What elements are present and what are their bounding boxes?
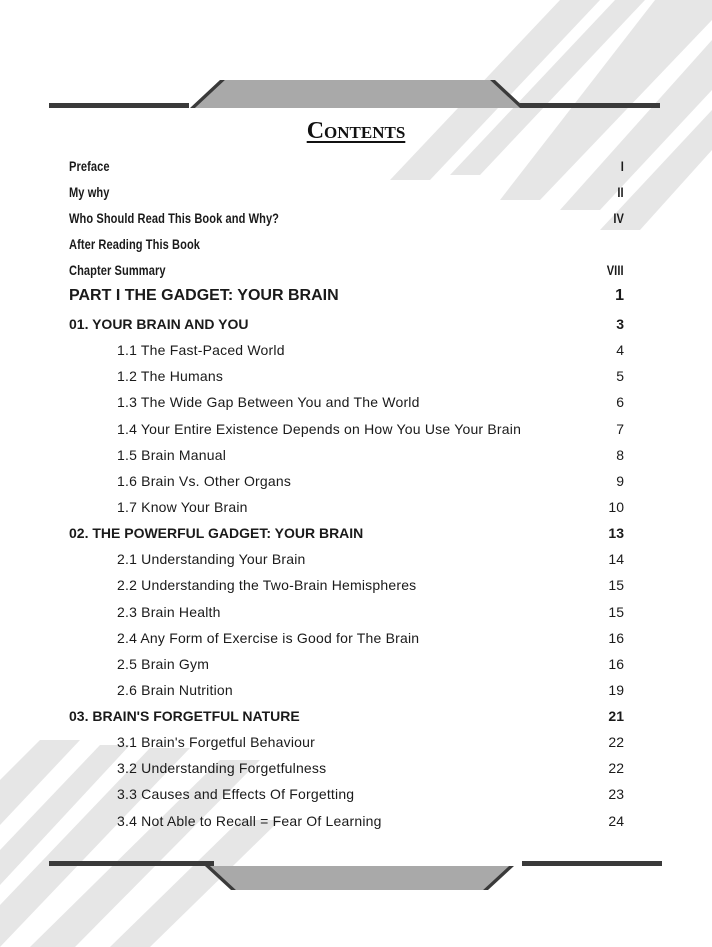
toc-page-number: 1 (615, 287, 624, 304)
toc-page-number: 9 (616, 473, 624, 489)
toc-entry-title: 03. BRAIN'S FORGETFUL NATURE (69, 708, 300, 724)
toc-entry-title: Chapter Summary (69, 263, 166, 278)
toc-page-number: 15 (608, 577, 624, 593)
toc-section-entry[interactable] (0, 757, 712, 779)
toc-part-heading[interactable] (0, 285, 712, 307)
toc-entry-title: 2.5 Brain Gym (117, 656, 210, 672)
toc-entry-title: PART I THE GADGET: YOUR BRAIN (69, 287, 339, 304)
toc-chapter-entry[interactable] (0, 705, 712, 727)
toc-entry-title: 3.4 Not Able to Recall = Fear Of Learning (117, 813, 382, 829)
toc-section-entry[interactable] (0, 627, 712, 649)
toc-page-number: 15 (608, 604, 624, 620)
toc-section-entry[interactable] (0, 810, 712, 832)
toc-section-entry[interactable] (0, 391, 712, 413)
toc-page-number: 23 (608, 786, 624, 802)
toc-entry-title: 3.1 Brain's Forgetful Behaviour (117, 734, 315, 750)
toc-page-number: 22 (608, 734, 624, 750)
toc-entry-title: 2.3 Brain Health (117, 604, 221, 620)
toc-page-number: 19 (608, 682, 624, 698)
toc-entry-title: 01. YOUR BRAIN AND YOU (69, 316, 249, 332)
toc-page-number: 13 (608, 525, 624, 541)
toc-front-matter-entry[interactable] (0, 260, 712, 282)
toc-section-entry[interactable] (0, 783, 712, 805)
toc-entry-title: 2.1 Understanding Your Brain (117, 551, 306, 567)
toc-section-entry[interactable] (0, 548, 712, 570)
toc-entry-title: 1.5 Brain Manual (117, 447, 227, 463)
toc-chapter-entry[interactable] (0, 522, 712, 544)
toc-section-entry[interactable] (0, 365, 712, 387)
toc-entry-title: 1.3 The Wide Gap Between You and The World (117, 394, 420, 410)
toc-section-entry[interactable] (0, 679, 712, 701)
toc-page-number: I (620, 159, 624, 174)
toc-section-entry[interactable] (0, 470, 712, 492)
toc-page-number: 16 (608, 630, 624, 646)
toc-section-entry[interactable] (0, 339, 712, 361)
toc-entry-title: 1.2 The Humans (117, 368, 224, 384)
toc-page-number: II (617, 185, 624, 200)
toc-chapter-entry[interactable] (0, 313, 712, 335)
toc-entry-title: 1.1 The Fast-Paced World (117, 342, 285, 358)
toc-entry-title: Who Should Read This Book and Why? (69, 211, 280, 226)
toc-page-number: 8 (616, 447, 624, 463)
toc-page-number: 6 (616, 394, 624, 410)
toc-entry-title: Preface (69, 159, 110, 174)
toc-section-entry[interactable] (0, 731, 712, 753)
toc-page-number: VIII (607, 263, 624, 278)
toc-section-entry[interactable] (0, 653, 712, 675)
toc-page-number: 5 (616, 368, 624, 384)
toc-page-number: 4 (616, 342, 624, 358)
toc-page-number: 3 (616, 316, 624, 332)
toc-entry-title: 2.2 Understanding the Two-Brain Hemispheres (117, 577, 417, 593)
toc-front-matter-entry[interactable] (0, 208, 712, 230)
toc-entry-title: After Reading This Book (69, 237, 201, 252)
toc-entry-title: 1.4 Your Entire Existence Depends on How You Use Your Brain (117, 421, 522, 437)
toc-entry-title: 3.2 Understanding Forgetfulness (117, 760, 327, 776)
toc-page-number: 16 (608, 656, 624, 672)
toc-entry-title: 1.7 Know Your Brain (117, 499, 248, 515)
toc-page-number: 22 (608, 760, 624, 776)
toc-section-entry[interactable] (0, 574, 712, 596)
toc-section-entry[interactable] (0, 444, 712, 466)
toc-entry-title: 3.3 Causes and Effects Of Forgetting (117, 786, 355, 802)
toc-entry-title: My why (69, 185, 110, 200)
page-title: Contents (306, 118, 406, 144)
toc-page-number: IV (613, 211, 624, 226)
toc-entry-title: 1.6 Brain Vs. Other Organs (117, 473, 292, 489)
toc-page-number: 14 (608, 551, 624, 567)
toc-section-entry[interactable] (0, 601, 712, 623)
toc-front-matter-entry[interactable] (0, 234, 712, 256)
toc-page-number: 21 (608, 708, 624, 724)
toc-section-entry[interactable] (0, 496, 712, 518)
toc-page-number: 24 (608, 813, 624, 829)
toc-page-number: 10 (608, 499, 624, 515)
toc-front-matter-entry[interactable] (0, 156, 712, 178)
toc-entry-title: 02. THE POWERFUL GADGET: YOUR BRAIN (69, 525, 364, 541)
toc-entry-title: 2.4 Any Form of Exercise is Good for The Brain (117, 630, 420, 646)
toc-entry-title: 2.6 Brain Nutrition (117, 682, 233, 698)
toc-front-matter-entry[interactable] (0, 182, 712, 204)
toc-section-entry[interactable] (0, 418, 712, 440)
toc-page-number: 7 (616, 421, 624, 437)
